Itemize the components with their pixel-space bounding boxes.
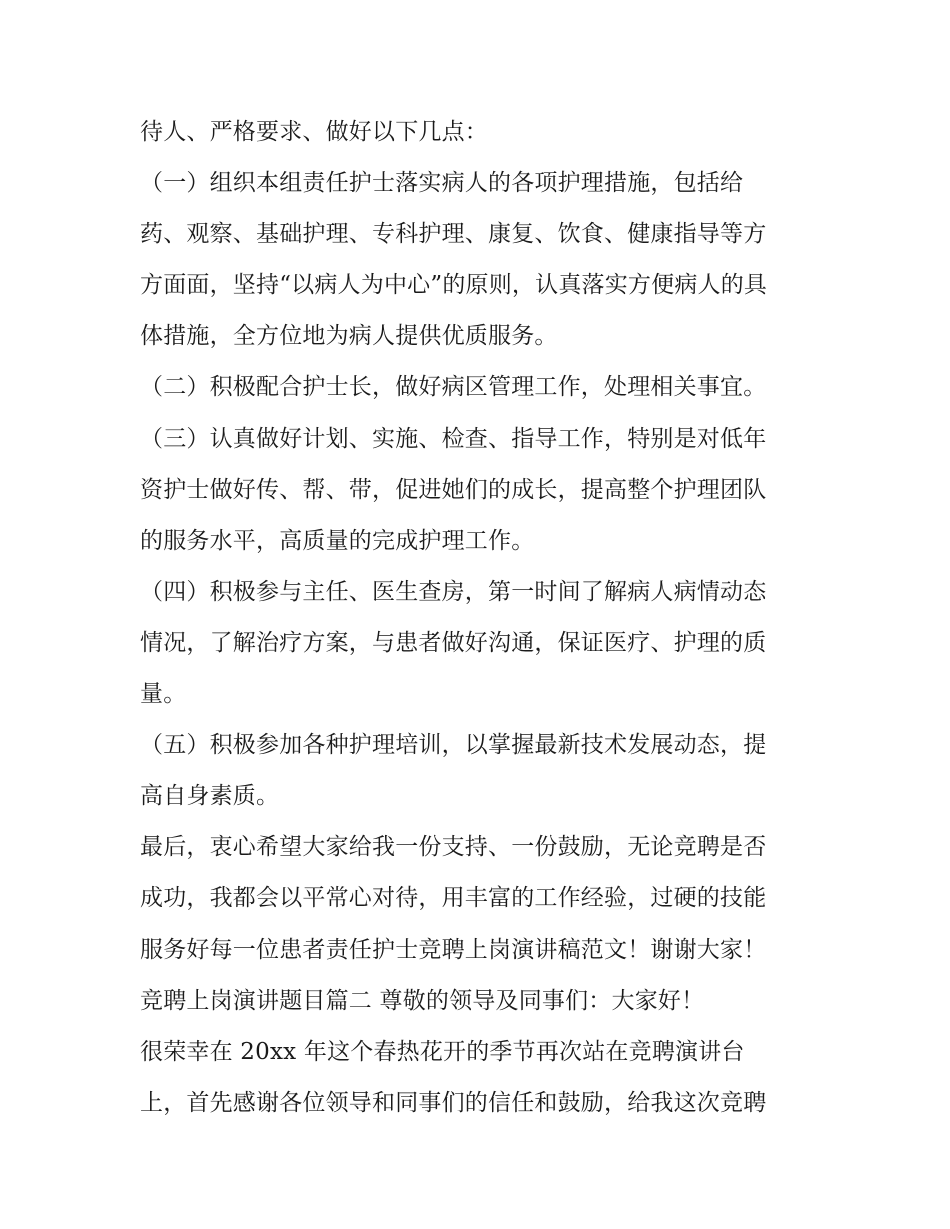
text-line: 方面面，坚持“以病人为中心”的原则，认真落实方便病人的具 — [140, 272, 768, 299]
document-body — [140, 107, 820, 1129]
text-line: 待人、严格要求、做好以下几点： — [140, 119, 488, 145]
text-line: 上，首先感谢各位领导和同事们的信任和鼓励，给我这次竞聘 — [140, 1089, 767, 1116]
text-line: （一）组织本组责任护士落实病人的各项护理措施，包括给 — [140, 170, 744, 197]
text-line: （二）积极配合护士长，做好病区管理工作，处理相关事宜。 — [140, 374, 767, 401]
text-line: 量。 — [140, 681, 187, 708]
text-line: 情况，了解治疗方案，与患者做好沟通，保证医疗、护理的质 — [140, 629, 767, 656]
text-line: 高自身素质。 — [140, 783, 280, 810]
text-line: 的服务水平，高质量的完成护理工作。 — [140, 527, 535, 554]
text-line: （四）积极参与主任、医生查房，第一时间了解病人病情动态 — [140, 578, 767, 605]
text-line: 很荣幸在 20xx 年这个春热花开的季节再次站在竞聘演讲台 — [140, 1038, 745, 1065]
text-line: 体措施，全方位地为病人提供优质服务。 — [140, 323, 558, 350]
text-line: 资护士做好传、帮、带，促进她们的成长，提高整个护理团队 — [140, 476, 767, 503]
text-line: 药、观察、基础护理、专科护理、康复、饮食、健康指导等方 — [140, 221, 767, 248]
text-line: （五）积极参加各种护理培训，以掌握最新技术发展动态，提 — [140, 732, 767, 759]
text-line: 竞聘上岗演讲题目篇二 尊敬的领导及同事们：大家好！ — [140, 987, 705, 1014]
text-line: 成功，我都会以平常心对待，用丰富的工作经验，过硬的技能 — [140, 885, 767, 912]
text-line: 最后，衷心希望大家给我一份支持、一份鼓励，无论竞聘是否 — [140, 834, 767, 861]
text-line: 服务好每一位患者责任护士竞聘上岗演讲稿范文！谢谢大家！ — [140, 936, 767, 963]
text-line: （三）认真做好计划、实施、检查、指导工作，特别是对低年 — [140, 425, 767, 452]
